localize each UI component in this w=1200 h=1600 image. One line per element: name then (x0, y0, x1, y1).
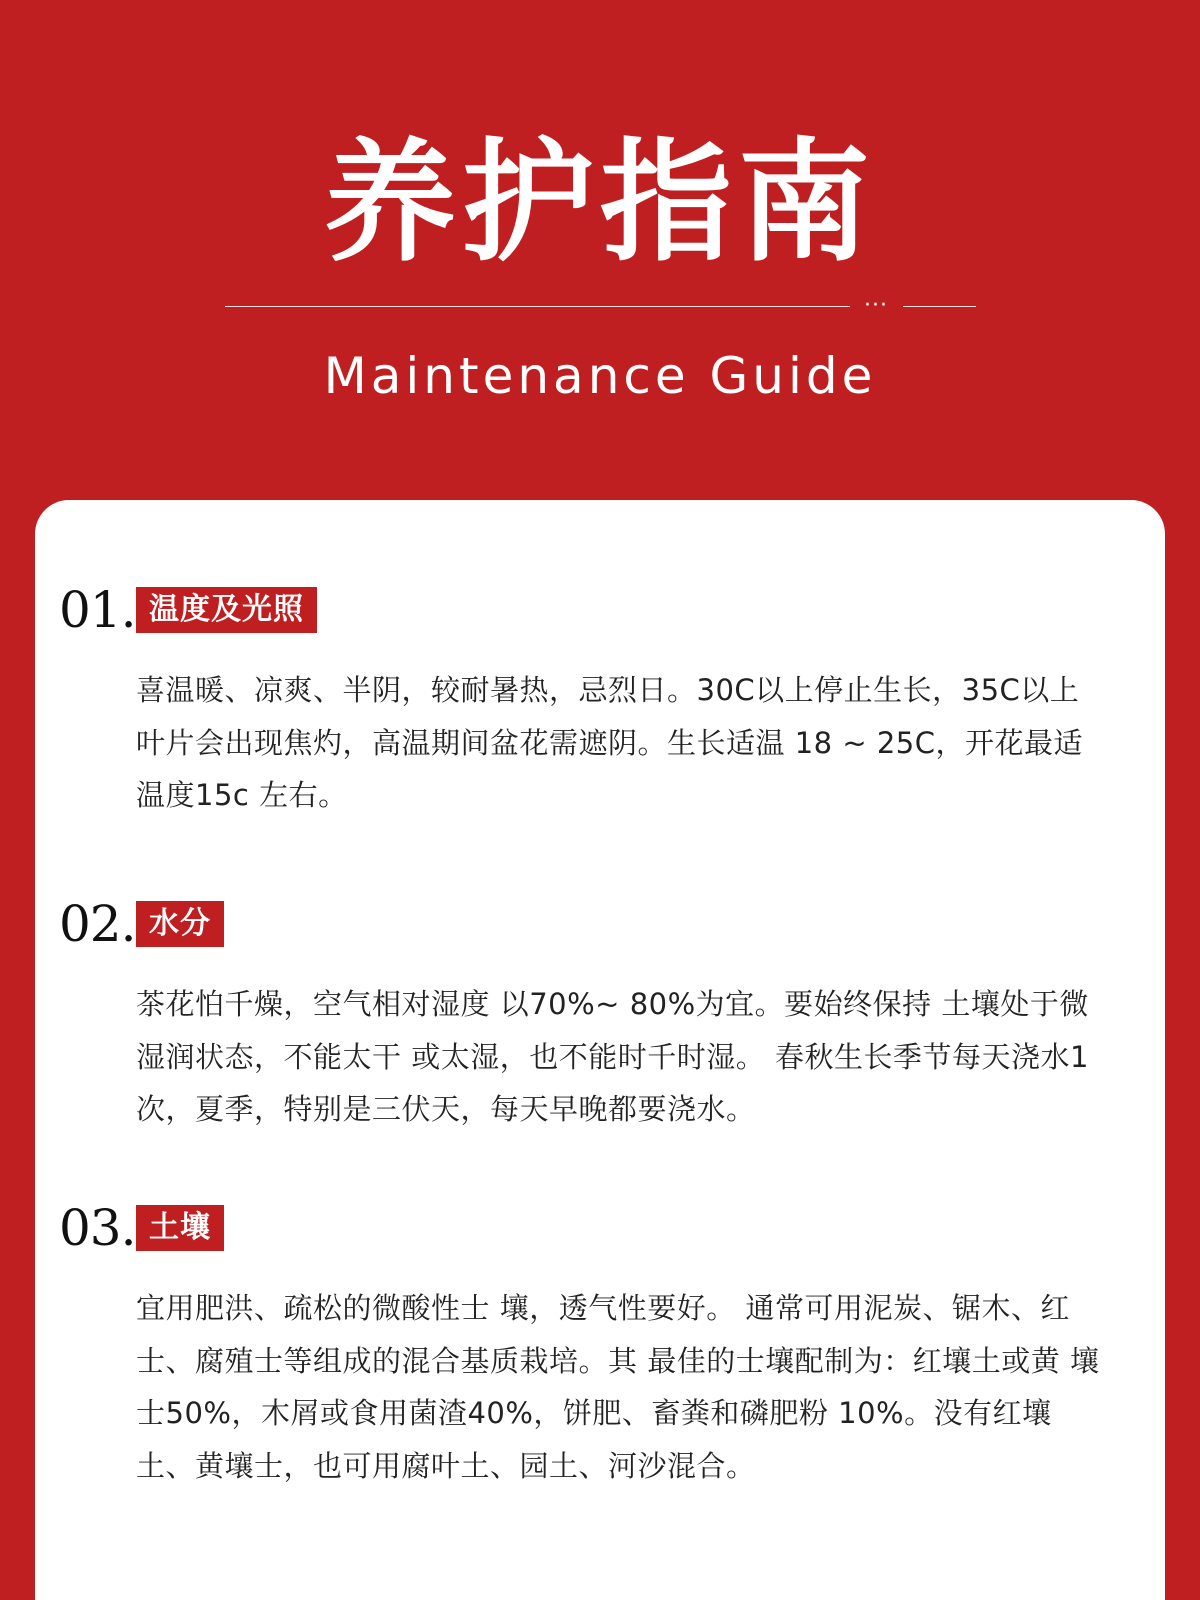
title-divider (0, 293, 1200, 318)
header-banner (0, 0, 1200, 500)
section-number: 01. (59, 581, 136, 639)
page-title: 养护指南 (324, 126, 876, 280)
section-tag: 土壤 (136, 1205, 224, 1251)
section-body: 喜温暖、凉爽、半阴，较耐暑热，忌烈日。30C以上停止生长，35C以上叶片会出现焦灼，高温期间盆花需遮阴。生长适温 18 ~ 25C，开花最适温度15c 左右。 (136, 673, 1084, 812)
section-number: 03. (59, 1199, 136, 1257)
content-card (35, 500, 1165, 1600)
section-body: 茶花怕千燥，空气相对湿度 以70%~ 80%为宜。要始终保持 土壤处于微湿润状态，不能太干 或太湿，也不能时千时湿。 春秋生长季节每天浇水1次，夏季，特别是三伏天，每天早晚都要浇水。 (136, 987, 1089, 1126)
section-tag: 水分 (136, 901, 224, 947)
divider-line-right (903, 306, 976, 307)
divider-line-left (225, 306, 850, 307)
section-tag: 温度及光照 (136, 587, 317, 633)
divider-dots: ··· (864, 293, 888, 318)
section-body: 宜用肥洪、疏松的微酸性士 壤，透气性要好。 通常可用泥炭、锯木、红士、腐殖士等组成的混合基质栽培。其 最佳的士壤配制为：红壤土或黄 壤士50%，木屑或食用菌渣40%，饼肥、畜粪和磷肥粉 10%。没有红壤土、黄壤士，也可用腐叶土、园土、河沙混合。 (136, 1291, 1100, 1483)
page-subtitle: Maintenance Guide (323, 347, 877, 405)
section-number: 02. (59, 895, 136, 953)
